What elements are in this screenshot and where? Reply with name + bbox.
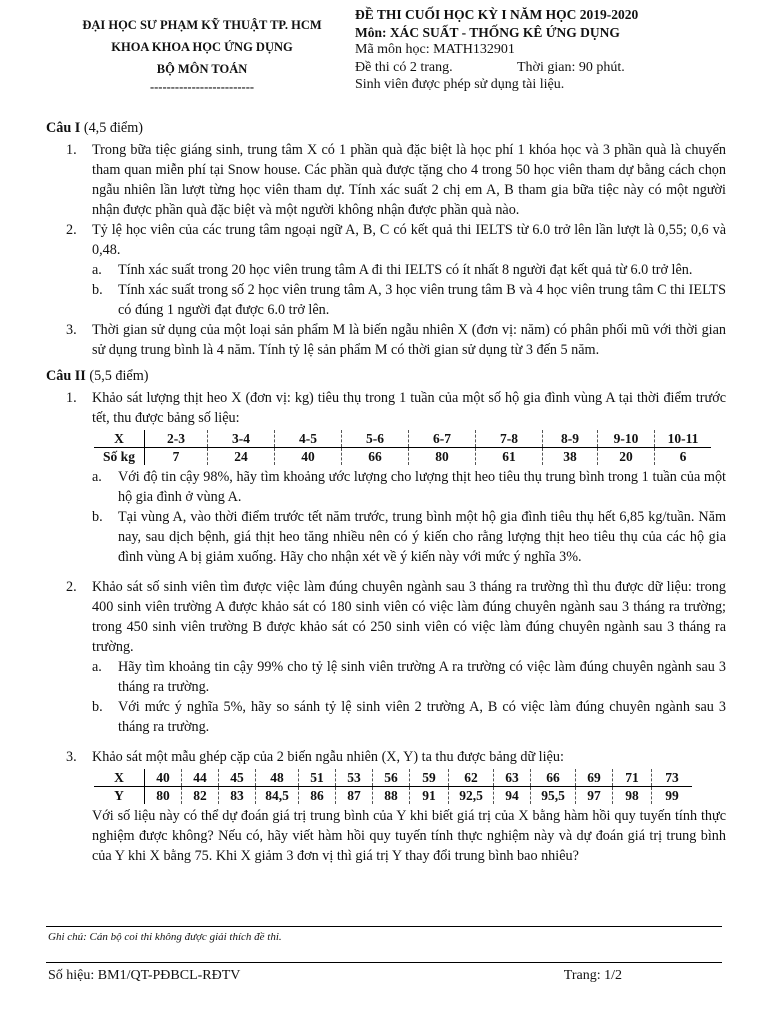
table-cell: 51 — [299, 769, 336, 787]
question-1-3: 3. Thời gian sử dụng của một loại sản phẩm M là biến ngẫu nhiên X (đơn vị: năm) có phân phối mũ với thời gian sử dụng trung bình là 4 năm. Tính tỷ lệ sản phẩm M có thời gian sử dụng từ 3 đến 5 năm. — [66, 322, 726, 358]
form-code: Số hiệu: BM1/QT-PĐBCL-RĐTV — [48, 968, 241, 983]
table-cell: 53 — [336, 769, 373, 787]
section-1-heading — [46, 118, 726, 138]
table-cell: 61 — [476, 448, 543, 466]
table-cell: 92,5 — [449, 787, 494, 805]
course-code: Mã môn học: MATH132901 — [355, 42, 515, 57]
table-cell: 98 — [613, 787, 652, 805]
table-cell: Số kg — [94, 448, 145, 466]
pork-consumption-table — [94, 430, 711, 465]
table-cell: 9-10 — [598, 430, 655, 448]
section-1-title: Câu I — [46, 120, 81, 136]
section-1-points: (4,5 điểm) — [83, 120, 143, 136]
subquestion-text: Tính xác suất trong 20 học viên trung tâm A đi thi IELTS có ít nhất 8 người đạt kết quả từ 6.0 trở lên. — [118, 262, 693, 278]
table-cell: 48 — [256, 769, 299, 787]
table-cell: 10-11 — [655, 430, 712, 448]
table-cell: 97 — [576, 787, 613, 805]
table-cell: 66 — [342, 448, 409, 466]
table-cell: 40 — [275, 448, 342, 466]
exam-duration: Thời gian: 90 phút. — [517, 59, 625, 75]
footer-divider-bottom — [46, 962, 722, 963]
question-2-2: 2. Khảo sát số sinh viên tìm được việc làm đúng chuyên ngành sau 3 tháng ra trường thì thu được dữ liệu: trong 400 sinh viên trường A được khảo sát có 180 sinh viên có việc làm đúng chuyên ngành sau 3 tháng ra trường; trong 450 sinh viên trường B được khảo sát có 250 sinh viên có việc làm đúng chuyên ngành sau 3 tháng ra trường. — [66, 579, 726, 655]
question-2-1b: b. Tại vùng A, vào thời điểm trước tết năm trước, trung bình một hộ gia đình tiêu thụ hết 6,85 kg/tuần. Năm nay, sau dịch bệnh, giá thịt heo tăng nhiều nên có ý kiến cho rằng lượng thịt heo tiêu thụ của các hộ gia đình vùng A bị giảm xuống. Hãy cho nhận xét về ý kiến này với mức ý nghĩa 3%. — [92, 509, 726, 565]
materials-note: Sinh viên được phép sử dụng tài liệu. — [355, 77, 565, 92]
subquestion-text: Tính xác suất trong số 2 học viên trung tâm A, 3 học viên trung tâm B và 4 học viên trung tâm C thi IELTS có đúng 1 người đạt được 6.0 trở lên. — [118, 282, 726, 318]
exam-meta-row — [355, 59, 755, 77]
question-2-3-text: Với số liệu này có thể dự đoán giá trị trung bình của Y khi biết giá trị của X bằng hàm hồi quy tuyến tính thực nghiệm được không? Nếu có, hãy viết hàm hồi quy tuyến tính thực nghiệm này và dự đoán giá trị trung bình của Y khi X bằng 75. Khi X giảm 3 đơn vị thì giá trị Y thay đổi trung bình bao nhiêu? — [92, 808, 726, 864]
question-text: Khảo sát số sinh viên tìm được việc làm đúng chuyên ngành sau 3 tháng ra trường thì thu được dữ liệu: trong 400 sinh viên trường A được khảo sát có 180 sinh viên có việc làm đúng chuyên ngành sau 3 tháng ra trường; trong 450 sinh viên trường B được khảo sát có 250 sinh viên có việc làm đúng chuyên ngành sau 3 tháng ra trường. — [92, 579, 726, 655]
table-cell: 80 — [409, 448, 476, 466]
table-cell: 95,5 — [531, 787, 576, 805]
question-2-1: 1. Khảo sát lượng thịt heo X (đơn vị: kg) tiêu thụ trong 1 tuần của một số hộ gia đình vùng A tại thời điểm trước tết, thu được bảng số liệu: — [66, 390, 726, 426]
faculty-name: KHOA KHOA HỌC ỨNG DỤNG — [111, 40, 293, 54]
table-cell: 7-8 — [476, 430, 543, 448]
table-cell: X — [94, 769, 145, 787]
table-cell: 24 — [208, 448, 275, 466]
subquestion-text: Hãy tìm khoảng tin cậy 99% cho tỷ lệ sinh viên trường A ra trường có việc làm đúng chuyên ngành sau 3 tháng ra trường. — [118, 659, 726, 695]
table-cell: 71 — [613, 769, 652, 787]
table-cell: 2-3 — [145, 430, 208, 448]
subquestion-text: Tại vùng A, vào thời điểm trước tết năm trước, trung bình một hộ gia đình tiêu thụ hết 6,85 kg/tuần. Năm nay, sau dịch bệnh, giá thịt heo tăng nhiều nên có ý kiến cho rằng lượng thịt heo tiêu thụ của các hộ gia đình vùng A bị giảm xuống. Hãy cho nhận xét về ý kiến này với mức ý nghĩa 3%. — [118, 509, 726, 565]
university-header — [52, 14, 352, 98]
question-text: Khảo sát lượng thịt heo X (đơn vị: kg) tiêu thụ trong 1 tuần của một số hộ gia đình vùng A tại thời điểm trước tết, thu được bảng số liệu: — [92, 390, 726, 426]
subquestion-text: Với độ tin cậy 98%, hãy tìm khoảng ước lượng cho lượng thịt heo tiêu thụ trung bình trong 1 tuần của một hộ gia đình ở vùng A. — [118, 469, 726, 505]
table-cell: 62 — [449, 769, 494, 787]
table-cell: 44 — [182, 769, 219, 787]
question-1-2b: b. Tính xác suất trong số 2 học viên trung tâm A, 3 học viên trung tâm B và 4 học viên trung tâm C thi IELTS có đúng 1 người đạt được 6.0 trở lên. — [92, 282, 726, 318]
table-cell: 84,5 — [256, 787, 299, 805]
table-cell: 87 — [336, 787, 373, 805]
footer-divider-top — [46, 926, 722, 927]
question-2-3: 3. Khảo sát một mẫu ghép cặp của 2 biến ngẫu nhiên (X, Y) ta thu được bảng dữ liệu: — [46, 747, 726, 767]
section-2-heading — [46, 366, 726, 386]
question-text: Tỷ lệ học viên của các trung tâm ngoại ngữ A, B, C có kết quả thi IELTS từ 6.0 trở lên lần lượt là 0,55; 0,6 và 0,48. — [92, 222, 726, 258]
question-text: Khảo sát một mẫu ghép cặp của 2 biến ngẫu nhiên (X, Y) ta thu được bảng dữ liệu: — [92, 749, 564, 765]
table-cell: 38 — [543, 448, 598, 466]
table-cell: 5-6 — [342, 430, 409, 448]
header-divider: ------------------------- — [149, 80, 255, 94]
table-cell: 20 — [598, 448, 655, 466]
question-1-2a: a. Tính xác suất trong 20 học viên trung tâm A đi thi IELTS có ít nhất 8 người đạt kết quả từ 6.0 trở lên. — [92, 260, 726, 280]
subject-name: Môn: XÁC SUẤT - THỐNG KÊ ỨNG DỤNG — [355, 24, 620, 40]
table-cell: X — [94, 430, 145, 448]
table-cell: 8-9 — [543, 430, 598, 448]
table-cell: 6-7 — [409, 430, 476, 448]
table-cell: 99 — [652, 787, 693, 805]
table-cell: 91 — [410, 787, 449, 805]
exam-info — [355, 6, 755, 94]
table-cell: 6 — [655, 448, 712, 466]
table-row — [94, 448, 711, 466]
table-cell: 4-5 — [275, 430, 342, 448]
question-2-2b: b. Với mức ý nghĩa 5%, hãy so sánh tỷ lệ sinh viên 2 trường A, B có việc làm đúng chuyên ngành sau 3 tháng ra trường. — [92, 699, 726, 735]
university-name: ĐẠI HỌC SƯ PHẠM KỸ THUẬT TP. HCM — [82, 18, 322, 32]
table-cell: 69 — [576, 769, 613, 787]
table-cell: Y — [94, 787, 145, 805]
table-row — [94, 430, 711, 448]
page-count: Đề thi có 2 trang. — [355, 59, 453, 75]
table-cell: 63 — [494, 769, 531, 787]
table-cell: 7 — [145, 448, 208, 466]
subquestion-text: Với mức ý nghĩa 5%, hãy so sánh tỷ lệ sinh viên 2 trường A, B có việc làm đúng chuyên ngành sau 3 tháng ra trường. — [118, 699, 726, 735]
table-cell: 66 — [531, 769, 576, 787]
xy-data-table — [94, 769, 692, 804]
department-name: BỘ MÔN TOÁN — [156, 62, 248, 76]
question-1-2: 2. Tỷ lệ học viên của các trung tâm ngoại ngữ A, B, C có kết quả thi IELTS từ 6.0 trở lên lần lượt là 0,55; 0,6 và 0,48. — [66, 222, 726, 258]
table-cell: 40 — [145, 769, 182, 787]
table-cell: 86 — [299, 787, 336, 805]
table-cell: 82 — [182, 787, 219, 805]
table-cell: 56 — [373, 769, 410, 787]
question-text: Thời gian sử dụng của một loại sản phẩm M là biến ngẫu nhiên X (đơn vị: năm) có phân phối mũ với thời gian sử dụng trung bình là 4 năm. Tính tỷ lệ sản phẩm M có thời gian sử dụng từ 3 đến 5 năm. — [92, 322, 726, 358]
table-cell: 83 — [219, 787, 256, 805]
table-cell: 88 — [373, 787, 410, 805]
question-text: Trong bữa tiệc giáng sinh, trung tâm X có 1 phần quà đặc biệt là học phí 1 khóa học và 3 phần quà là chuyến tham quan miễn phí tại Snow house. Các phần quà được tặng cho 4 trong 50 học viên tham dự bằng cách chọn ngẫu nhiên lần lượt từng học viên tham dự. Tính xác suất 2 chị em A, B tham gia bữa tiệc này có một người nhận được phần quà đặc biệt và một người không nhận được phần quà nào. — [92, 142, 726, 218]
footer-note: Ghi chú: Cán bộ coi thi không được giải thích đề thi. — [48, 931, 282, 943]
question-1-1: 1. Trong bữa tiệc giáng sinh, trung tâm X có 1 phần quà đặc biệt là học phí 1 khóa học và 3 phần quà là chuyến tham quan miễn phí tại Snow house. Các phần quà được tặng cho 4 trong 50 học viên tham dự bằng cách chọn ngẫu nhiên lần lượt từng học viên tham dự. Tính xác suất 2 chị em A, B tham gia bữa tiệc này có một người nhận được phần quà đặc biệt và một người không nhận được phần quà nào. — [66, 142, 726, 218]
exam-body — [46, 118, 726, 866]
section-2-title: Câu II — [46, 368, 86, 384]
section-2-points: (5,5 điểm) — [89, 368, 149, 384]
footer — [48, 968, 724, 984]
table-cell: 94 — [494, 787, 531, 805]
table-cell: 59 — [410, 769, 449, 787]
table-cell: 3-4 — [208, 430, 275, 448]
table-cell: 80 — [145, 787, 182, 805]
table-cell: 73 — [652, 769, 693, 787]
page-number: Trang: 1/2 — [563, 968, 622, 983]
table-cell: 45 — [219, 769, 256, 787]
question-2-2a: a. Hãy tìm khoảng tin cậy 99% cho tỷ lệ sinh viên trường A ra trường có việc làm đúng chuyên ngành sau 3 tháng ra trường. — [92, 659, 726, 695]
question-2-1a: a. Với độ tin cậy 98%, hãy tìm khoảng ước lượng cho lượng thịt heo tiêu thụ trung bình trong 1 tuần của một hộ gia đình ở vùng A. — [92, 469, 726, 505]
exam-title: ĐỀ THI CUỐI HỌC KỲ I NĂM HỌC 2019-2020 — [355, 7, 639, 22]
table-row — [94, 787, 692, 805]
table-row — [94, 769, 692, 787]
